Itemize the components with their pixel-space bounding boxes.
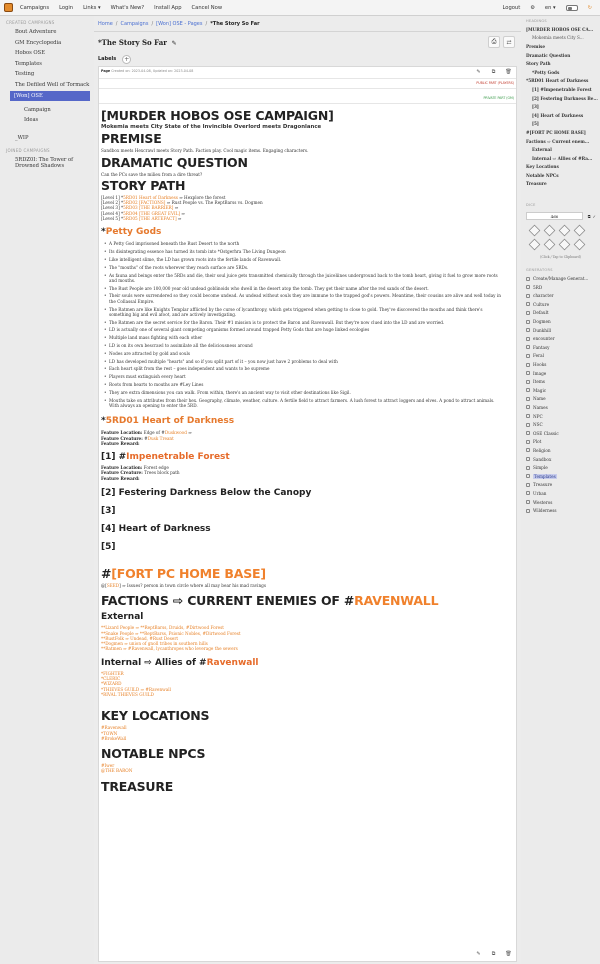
feature-value: Edge of #	[142, 430, 165, 436]
language-value: en	[544, 5, 552, 11]
dice-input[interactable]: 4d6	[526, 212, 583, 220]
generator-label: Default	[533, 310, 549, 316]
theme-toggle[interactable]	[566, 5, 578, 11]
heading-nav-item[interactable]: *5RD01 Heart of Darkness	[526, 78, 589, 84]
seed-link[interactable]: SEED	[106, 582, 120, 588]
generator-item[interactable]	[521, 334, 600, 343]
heading-nav-item[interactable]: [3]	[532, 104, 539, 110]
generators-list	[521, 274, 600, 515]
campaign-subtitle: Mokemia meets City State of the Invincible Overlord meets Dragonlance	[101, 124, 322, 130]
generator-item[interactable]	[521, 438, 600, 447]
nav-campaigns[interactable]: Campaigns	[20, 4, 50, 11]
joined-campaigns-header: JOINED CAMPAIGNS	[6, 147, 50, 153]
nav-links-label: Links	[83, 4, 97, 11]
d6-die-icon[interactable]	[544, 225, 556, 237]
labels-row	[94, 52, 521, 66]
generator-item[interactable]	[521, 369, 600, 378]
copy-icon[interactable]: ⧉	[587, 213, 591, 219]
level-label: [Level 1] *	[101, 194, 124, 200]
feature-value: Forest edge	[142, 465, 169, 471]
generator-item[interactable]	[521, 472, 600, 481]
nav-cancel-now[interactable]: Cancel Now	[191, 4, 223, 11]
generator-icon	[526, 491, 530, 495]
petty-gods-heading	[101, 227, 501, 238]
premise-heading: PREMISE	[101, 131, 162, 147]
level-link[interactable]: 5RD04 [THE GREAT EVIL]	[123, 210, 181, 216]
section-5-heading: [5]	[101, 541, 116, 552]
headings-header: HEADINGS	[526, 19, 547, 23]
trash-icon[interactable]: 🗑	[505, 951, 512, 957]
generator-icon	[526, 388, 530, 392]
generator-label: Plot	[533, 439, 542, 445]
headings-list	[521, 25, 600, 188]
generator-item[interactable]	[521, 343, 600, 352]
breadcrumb-separator: /	[205, 20, 208, 27]
generator-label: encounter	[533, 336, 555, 342]
generator-icon	[526, 320, 530, 324]
key-locations-heading: KEY LOCATIONS	[101, 708, 210, 724]
feature-link[interactable]: Duskwood	[164, 430, 187, 436]
generator-label: Names	[533, 404, 548, 410]
generator-icon	[526, 509, 530, 513]
edit-title-icon[interactable]: ✎	[171, 40, 177, 47]
generator-label: Sandbox	[533, 456, 552, 462]
generator-label: Dunkhill	[533, 327, 552, 333]
petty-gods-bullet: • As fauna and beings enter the 5RDs and die, their soul juice gets transmitted chemically through the juiceliines underground back to the tomb heart, giving it fuel to grow more roots and mouths.	[109, 273, 501, 284]
generator-item[interactable]	[521, 463, 600, 472]
divider	[99, 78, 516, 79]
fort-line-prefix: @[	[101, 582, 107, 588]
generator-item[interactable]	[521, 326, 600, 335]
heading-nav-item[interactable]: Mokemia meets City S...	[532, 35, 584, 41]
external-line[interactable]: **RustFolk ⇒ Undead, #Rust Desert	[101, 635, 179, 641]
main-area	[94, 16, 521, 964]
generator-label: Culture	[533, 301, 550, 307]
breadcrumb-home[interactable]: Home	[98, 20, 113, 27]
generator-icon	[526, 285, 530, 289]
swap-icon[interactable]: ⇄	[503, 36, 515, 48]
breadcrumb-pages[interactable]: [Won] OSE - Pages	[156, 20, 203, 27]
petty-gods-bullet: • LD is actually one of several giant competing organisms formed around trapped Petty Gods that are huge linked ecologies	[109, 327, 501, 332]
generator-label: Treasure	[533, 482, 553, 488]
generator-icon	[526, 414, 530, 418]
generator-icon	[526, 380, 530, 384]
level-label: [Level 2] *	[101, 200, 124, 206]
sidebar-item-testing[interactable]: Testing	[15, 71, 35, 78]
feature-label: Feature Creature:	[101, 470, 143, 476]
generator-item[interactable]	[521, 377, 600, 386]
treasure-heading: TREASURE	[101, 778, 174, 794]
title-row	[94, 32, 521, 52]
level-label: [Level 5] *	[101, 216, 124, 222]
generator-label: Magic	[533, 387, 547, 393]
generator-label: Name	[533, 396, 546, 402]
generator-item[interactable]	[521, 429, 600, 438]
external-line[interactable]: **Ratmen ⇒ #Ravenwall, lycanthropes who leverage the sewers	[101, 646, 238, 652]
external-line[interactable]: **Lizard People ⇒ **ReptBarss, Druids, #Dirtwood Forest	[101, 625, 224, 631]
campaign-title: [MURDER HOBOS OSE CAMPAIGN]	[101, 108, 334, 123]
generator-icon	[526, 354, 530, 358]
internal-line[interactable]: *WIZARD	[101, 681, 122, 687]
generator-icon	[526, 302, 530, 306]
external-list	[101, 625, 501, 651]
heading-nav-item[interactable]: Premise	[526, 43, 546, 49]
d4-die-icon[interactable]	[529, 225, 541, 237]
level-link[interactable]: 5RD02 [FACTIONS]	[123, 200, 166, 206]
check-icon[interactable]: ✓	[592, 213, 596, 219]
heading-nav-item[interactable]: #[FORT PC HOME BASE]	[526, 129, 586, 135]
external-heading: External	[101, 612, 144, 623]
generator-item[interactable]	[521, 498, 600, 507]
breadcrumb-separator: /	[115, 20, 118, 27]
generator-item[interactable]	[521, 412, 600, 421]
petty-gods-bullet: • Nodes are attracted by gold and souls	[109, 351, 501, 356]
dice-set-icon[interactable]	[574, 239, 586, 251]
fort-text	[101, 583, 501, 588]
sidebar-item-gm-encyclopedia[interactable]: GM Encyclopedia	[15, 39, 62, 46]
petty-gods-bullet: • Each heart split from the rest – goes independent and wants to be supreme	[109, 366, 501, 371]
hod-location: Feature Location: Edge of #Duskwood ⇒	[101, 430, 192, 436]
petty-gods-bullet: • They are extra dimensions you can walk. From within, there's an ancient way to visit other destinations like Sigil.	[109, 390, 501, 395]
right-sidebar	[521, 16, 600, 964]
dice-note: (Click / Tap to Clipboard)	[540, 255, 581, 260]
heading-nav-item[interactable]: [MURDER HOBOS OSE CA...	[526, 26, 594, 32]
generator-label: Simple	[533, 465, 548, 471]
internal-line[interactable]: *FIGHTER	[101, 670, 124, 676]
divider	[99, 88, 516, 89]
feature-label: Feature Reward:	[101, 475, 140, 481]
generator-label: Urban	[533, 490, 547, 496]
level-rest: ⇒	[173, 205, 179, 211]
location-link[interactable]: #BrokeWall	[101, 735, 127, 741]
page-content	[101, 109, 501, 796]
generator-icon	[526, 423, 530, 427]
petty-gods-bullet: • The Ratmen are the secret service for the Baron. Their #1 mission is to protect the Baron and Ravenwall. But they're now clued into the LD and are worried.	[109, 320, 501, 325]
heading-nav-item[interactable]: [1] #Impenetrable Forest	[532, 86, 592, 92]
add-label-button[interactable]: +	[124, 55, 130, 63]
sidebar-item-templates[interactable]: Templates	[15, 60, 42, 67]
petty-gods-bullet: • The Ratmen are like Knights Templar afflicted by the curse of lycanthropy, which gets triggered when getting to close to gold. They've discovered the mouths and think there's something big and evil afoot, and are actively investigating.	[109, 307, 501, 318]
dice-header: DICE	[526, 203, 536, 208]
npc-link[interactable]: @THE BARON	[101, 768, 133, 774]
generator-icon	[526, 363, 530, 367]
logout-link[interactable]: Logout	[502, 5, 521, 11]
sidebar-item-defiled-well[interactable]: The Defiled Well of Tormack	[15, 81, 90, 88]
nav-links[interactable]	[83, 5, 101, 11]
asterisk: *	[101, 416, 106, 427]
generator-label: Wilderness	[533, 508, 557, 514]
dramatic-question-text: Can the PCs save the milieu from a dire threat?	[101, 171, 203, 177]
generator-label: OSE Classic	[533, 430, 559, 436]
generator-label: Religion	[533, 447, 551, 453]
external-line[interactable]: **Dogmen ⇒ union of gnoll tribes in southern hills	[101, 641, 208, 647]
edit-icon[interactable]: ✎	[476, 951, 481, 957]
page-title: *The Story So Far	[98, 38, 167, 47]
heading-nav-item[interactable]: [4] Heart of Darkness	[532, 112, 584, 118]
labels-label: Labels	[98, 56, 117, 62]
page-meta-text: Created on: 2023-04-08, Updated on: 2023-04-08	[111, 69, 194, 73]
generators-header: GENERATORS	[526, 268, 553, 273]
created-campaigns-header: CREATED CAMPAIGNS	[6, 20, 55, 25]
generator-item[interactable]	[521, 395, 600, 404]
d20-die-icon[interactable]	[544, 239, 556, 251]
heading-nav-item[interactable]: External	[532, 147, 552, 153]
nav-whats-new[interactable]: What's New?	[110, 4, 145, 11]
copy-icon[interactable]: ⧉	[491, 69, 496, 75]
forest-reward	[101, 476, 501, 481]
sidebar-item-joined-tower[interactable]: 5RDZ0I: The Tower of Drowned Shadows	[15, 156, 74, 170]
copy-icon[interactable]: ⧉	[491, 951, 496, 957]
feature-label: Feature Reward:	[101, 440, 140, 446]
location-link[interactable]: *TOWN	[101, 730, 118, 736]
story-levels	[101, 195, 501, 221]
generator-label: Hooks	[533, 362, 547, 368]
heading-nav-item[interactable]: Notable NPCs	[526, 172, 559, 178]
level-rest: ⇒ Rust People vs. The ReptBarss vs. Dogmen	[165, 200, 263, 206]
chevron-down-icon: ▾	[98, 4, 101, 11]
internal-heading	[101, 658, 501, 669]
generator-icon	[526, 483, 530, 487]
petty-gods-bullet: • LD has developed multiple "hearts" and so if you split part of it – you now just have 2 problems to deal with	[109, 359, 501, 364]
petty-gods-bullet: • Multiple land mass fighting with each other	[109, 335, 501, 340]
generator-item[interactable]	[521, 300, 600, 309]
fort-heading	[101, 567, 501, 581]
feature-value: Trees block path	[142, 470, 180, 476]
generator-item[interactable]	[521, 317, 600, 326]
notable-npcs-heading: NOTABLE NPCS	[101, 746, 206, 762]
generator-label: Image	[533, 370, 547, 376]
generator-icon	[526, 294, 530, 298]
impenetrable-forest-heading	[101, 452, 501, 463]
breadcrumb-current: *The Story So Far	[210, 20, 260, 27]
petty-gods-bullet: • Mouths take on attributes from their hex. Geography, climate, weather, culture. A fertile field to attract farmers. A lush forest to attract loggers and elves. A pond to attract animals. With always an opening to enter the 5RD.	[109, 398, 501, 409]
ravenwall-link[interactable]: RAVENWALL	[354, 593, 439, 609]
generator-icon	[526, 311, 530, 315]
generator-label: character	[533, 293, 554, 299]
internal-ravenwall-link[interactable]: Ravenwall	[206, 657, 259, 668]
internal-line[interactable]: *RIVAL THIEVES GUILD	[101, 691, 154, 697]
generator-icon	[526, 328, 530, 332]
petty-gods-bullet: • The "mouths" of the roots wherever they reach surface are 5RDs.	[109, 265, 501, 270]
petty-gods-bullet: • Like intelligent slime, the LD has grown roots into the fertile lands of Ravenwall.	[109, 257, 501, 262]
app-logo-icon[interactable]	[4, 3, 13, 12]
generator-label: 5RD	[533, 284, 543, 290]
section-4-heading: [4] Heart of Darkness	[101, 523, 211, 534]
hod-features	[101, 430, 501, 446]
external-line[interactable]: **Snake People ⇒ **ReptBarss, Psionic Nobles, #Dirtwood Forest	[101, 630, 241, 636]
generator-item[interactable]	[521, 352, 600, 361]
hod-title: 5RD01 Heart of Darkness	[105, 416, 235, 427]
feature-label: Feature Location:	[101, 430, 143, 436]
breadcrumb-campaigns[interactable]: Campaigns	[120, 20, 149, 27]
heading-nav-item[interactable]: [2] Festering Darkness Be...	[532, 95, 598, 101]
gear-icon[interactable]: ⚙	[530, 5, 535, 11]
fort-link[interactable]: [FORT PC HOME BASE]	[111, 565, 266, 581]
generator-icon	[526, 277, 530, 281]
petty-gods-bullet: • Its disintegrating essence has turned its tomb into *Ostgerhra The Living Dungeon	[109, 249, 501, 254]
generator-label: Dogmen	[533, 319, 551, 325]
sidebar-item-bout-adventure[interactable]: Bout Adventure	[15, 29, 57, 35]
level-rest: ⇒ Hexplore the forest	[177, 194, 226, 200]
public-part-tag: PUBLIC PART (PLAYERS)	[476, 81, 514, 85]
forest-features	[101, 465, 501, 481]
premise-text: Sandbox meets Hexcrawl meets Story Path. Faction play. Cool magic items. Engaging characters.	[101, 148, 309, 154]
generator-icon	[526, 431, 530, 435]
internal-title: Internal ⇨ Allies of #	[101, 657, 207, 668]
divider	[99, 103, 516, 104]
generator-label: Items	[533, 379, 545, 385]
petty-gods-bullet: • LD is on its own bescrawl to assimilate all the deliciousness around	[109, 343, 501, 348]
d100-die-icon[interactable]	[559, 239, 571, 251]
generator-item[interactable]	[521, 489, 600, 498]
generator-icon	[526, 371, 530, 375]
heading-nav-item[interactable]: *Petty Gods	[532, 69, 560, 75]
generator-icon	[526, 337, 530, 341]
festering-heading: [2] Festering Darkness Below the Canopy	[101, 487, 312, 498]
left-sidebar	[0, 16, 94, 964]
heading-prefix: [1] #	[101, 452, 127, 463]
heading-link[interactable]: Impenetrable Forest	[126, 452, 230, 463]
petty-gods-bullet: • Players must extinguish every heart	[109, 374, 501, 379]
npc-link[interactable]: #Iwer	[101, 763, 115, 769]
generator-icon	[526, 500, 530, 504]
nav-install-app[interactable]: Install App	[154, 4, 182, 11]
generator-icon	[526, 440, 530, 444]
generator-icon	[526, 448, 530, 452]
generator-icon	[526, 345, 530, 349]
story-path-heading: STORY PATH	[101, 177, 186, 193]
heart-of-darkness-heading	[101, 416, 501, 427]
heading-nav-item[interactable]: Story Path	[526, 61, 551, 67]
generator-label: Create/Manage Generat...	[533, 276, 589, 282]
generator-item[interactable]	[521, 481, 600, 490]
generator-item[interactable]	[521, 455, 600, 464]
generator-item[interactable]	[521, 403, 600, 412]
location-link[interactable]: #Ravenwall	[101, 725, 127, 731]
generator-icon	[526, 397, 530, 401]
petty-gods-list	[101, 241, 501, 408]
generator-item[interactable]	[521, 309, 600, 318]
level-rest: ⇒	[180, 210, 185, 216]
section-3-heading: [3]	[101, 505, 116, 516]
feature-value: #	[142, 435, 148, 441]
level-link[interactable]: 5RD03 [THE BARRIER]	[123, 205, 174, 211]
sidebar-sub-campaign[interactable]: Campaign	[24, 107, 51, 114]
heading-nav-item[interactable]: [5]	[532, 121, 539, 127]
generator-icon	[526, 457, 530, 461]
generator-item[interactable]	[521, 420, 600, 429]
generator-item[interactable]	[521, 446, 600, 455]
heading-nav-item[interactable]: Treasure	[526, 181, 547, 187]
generator-label: Westeros	[533, 499, 553, 505]
generator-icon	[526, 474, 530, 478]
level-line	[101, 216, 501, 221]
heading-nav-item[interactable]: Internal ⇨ Allies of #Ra...	[532, 155, 593, 161]
dramatic-question-heading: DRAMATIC QUESTION	[101, 154, 248, 170]
d8-die-icon[interactable]	[559, 225, 571, 237]
hod-reward	[101, 441, 501, 446]
internal-list	[101, 671, 501, 697]
generator-icon	[526, 466, 530, 470]
private-part-tag: PRIVATE PART (GM)	[483, 96, 514, 100]
petty-gods-bullet: • The Rust People are 100,000 year old undead goblinoids who dwell in the desert atop the tomb. They get their name after the red sands of the desert.	[109, 286, 501, 291]
generator-item[interactable]	[521, 360, 600, 369]
generator-item[interactable]	[521, 283, 600, 292]
petty-gods-bullet: • A Petty God imprisoned beneath the Rust Desert to the north	[109, 241, 501, 246]
page-meta	[101, 69, 193, 73]
d10-die-icon[interactable]	[574, 225, 586, 237]
breadcrumb-separator: /	[151, 20, 154, 27]
factions-title: FACTIONS ⇨ CURRENT ENEMIES OF #	[101, 593, 355, 609]
sidebar-item-hobos-ose[interactable]: Hobos OSE	[15, 50, 45, 57]
petty-gods-bullet: • Their souls were surrendered so they could become undead. As undead without souls they are immune to the trapped god's powers. Meantime, their cousins are alive and well today in the Collassal Empire.	[109, 293, 501, 304]
asterisk: *	[101, 227, 106, 238]
page-meta-label: Page	[101, 69, 111, 73]
bottom-tools	[475, 951, 512, 958]
petty-gods-title: Petty Gods	[105, 227, 162, 238]
edit-icon[interactable]: ✎	[476, 69, 481, 75]
dice-grid	[521, 223, 600, 252]
generator-icon	[526, 405, 530, 409]
generator-label: NPC	[533, 413, 543, 419]
generator-label: Feral	[533, 353, 544, 359]
heading-nav-item[interactable]: Dramatic Question	[526, 52, 571, 58]
level-link[interactable]: 5RD01 Heart of Darkness	[123, 194, 178, 200]
nav-login[interactable]: Login	[59, 4, 74, 11]
generator-item[interactable]	[521, 291, 600, 300]
breadcrumb	[94, 16, 521, 32]
generator-label: NSC	[533, 422, 543, 428]
level-link[interactable]: 5RD05 [THE ARTEFACT]	[123, 216, 177, 222]
topbar	[0, 0, 600, 16]
locations-list	[101, 725, 501, 741]
generator-label: Fantasy	[533, 344, 550, 350]
generator-item[interactable]	[521, 274, 600, 283]
d12-die-icon[interactable]	[529, 239, 541, 251]
heading-prefix: #	[101, 565, 112, 581]
feature-label: Feature Location:	[101, 465, 143, 471]
print-icon[interactable]: ⎙	[488, 36, 500, 48]
heading-nav-item[interactable]: Key Locations	[526, 164, 559, 170]
sidebar-sub-ideas[interactable]: Ideas	[24, 117, 39, 124]
generator-item[interactable]	[521, 386, 600, 395]
sidebar-item-won-ose[interactable]: [Won] OSE	[10, 91, 90, 102]
level-rest: ⇒	[176, 216, 182, 222]
npcs-list	[101, 763, 501, 774]
factions-heading	[101, 594, 501, 608]
feature-link[interactable]: Dusk Treant	[147, 435, 174, 441]
internal-line[interactable]: *CLERIC	[101, 676, 121, 682]
heading-nav-item[interactable]: Factions ⇨ Current enem...	[526, 138, 590, 144]
refresh-icon[interactable]: ↻	[587, 5, 592, 11]
document-panel	[98, 66, 517, 962]
fort-line-rest: ] ⇒ Issues? person in town circle where all may bear his mad ravings	[119, 582, 267, 588]
language-select[interactable]: en ▾	[544, 5, 556, 11]
dice-row	[521, 209, 600, 223]
level-label: [Level 3] *	[101, 205, 124, 211]
feature-label: Feature Creature:	[101, 435, 143, 441]
internal-line[interactable]: *THIEVES GUILD ⇒ #Ravenwall	[101, 686, 171, 692]
petty-gods-bullet: • Roots from hearts to mouths are #Ley Lines	[109, 382, 501, 387]
generator-item[interactable]	[521, 506, 600, 515]
trash-icon[interactable]: 🗑	[505, 69, 512, 75]
sidebar-item-wip[interactable]: _WIP	[15, 135, 29, 142]
generator-label: Templates	[534, 473, 556, 479]
level-label: [Level 4] *	[101, 210, 124, 216]
